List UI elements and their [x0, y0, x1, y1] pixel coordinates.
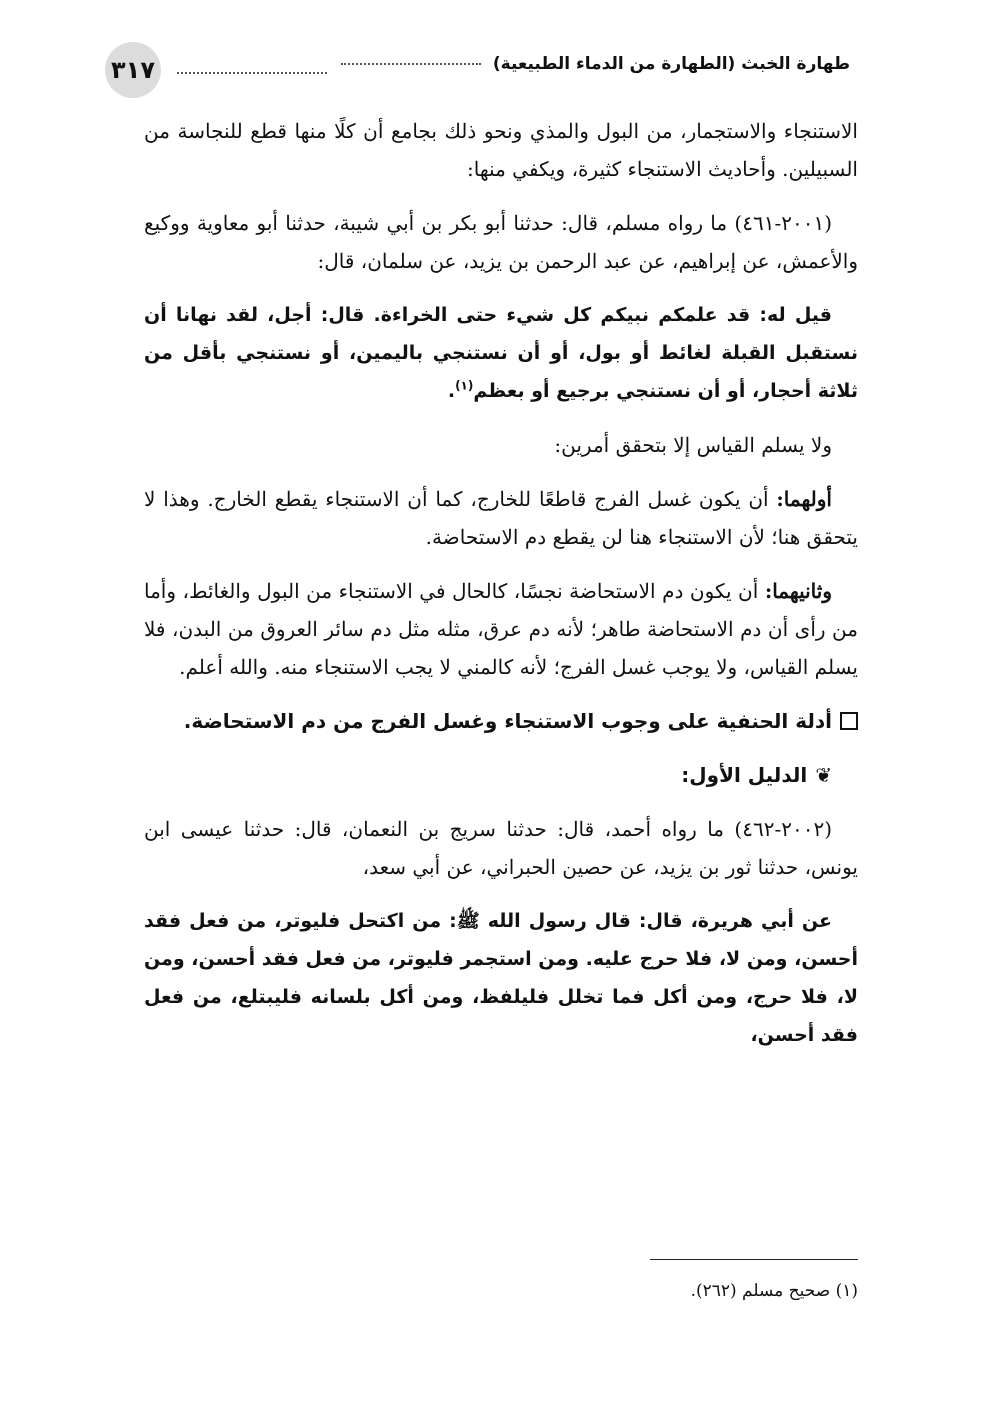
paragraph-4: ولا يسلم القياس إلا بتحقق أمرين: [554, 433, 832, 457]
paragraph-2-hadith-chain: (٢٠٠١-٤٦١) ما رواه مسلم، قال: حدثنا أبو بكر بن أبي شيبة، حدثنا أبو معاوية ووكيع والأعمش، عن إبراهيم، عن عبد الرحمن بن يزيد، عن سلمان، قال: [144, 211, 858, 273]
page-header [105, 42, 850, 98]
section-heading-text: أدلة الحنفية على وجوب الاستنجاء وغسل الفرج من دم الاستحاضة. [183, 709, 832, 733]
header-dotted-leader [177, 72, 327, 74]
hadith-text: قيل له: قد علمكم نبيكم كل شيء حتى الخراءة. قال: أجل، لقد نهانا أن نستقبل القبلة لغائط أو بول، أو أن نستنجي باليمين، أو نستنجي بأقل من ثلاثة أحجار، أو أن نستنجي برجيع أو بعظم [144, 304, 858, 402]
main-text [144, 112, 858, 1070]
paragraph-7-hadith-chain: (٢٠٠٢-٤٦٢) ما رواه أحمد، قال: حدثنا سريج بن النعمان، قال: حدثنا عيسى ابن يونس، حدثنا ثور بن يزيد، عن حصين الحبراني، عن أبي سعد، [144, 817, 858, 879]
footnote: (١) صحيح مسلم (٢٦٢). [690, 1281, 858, 1301]
paragraph-8-hadith-text: عن أبي هريرة، قال: قال رسول الله ﷺ: من اكتحل فليوتر، من فعل فقد أحسن، ومن لا، فلا حرج عليه. ومن استجمر فليوتر، من فعل فقد أحسن، ومن لا، فلا حرج، ومن أكل فما تخلل فليلفظ، ومن أكل بلسانه فليبتلع، من فعل فقد أحسن، [144, 910, 858, 1046]
paragraph-6-body: أن يكون دم الاستحاضة نجسًا، كالحال في الاستنجاء من البول والغائط، وأما من رأى أن دم الاستحاضة طاهر؛ لأنه دم عرق، مثله مثل دم سائر العروق من البدن، فلا يسلم القياس، ولا يوجب غسل الفرج؛ لأنه كالمني لا يجب الاستنجاء منه. والله أعلم. [144, 579, 858, 679]
paragraph-6 [144, 572, 858, 686]
footnote-separator [650, 1259, 858, 1260]
hadith-end: . [447, 380, 456, 402]
running-title [341, 54, 850, 74]
leaf-ornament-icon: ❦ [815, 763, 832, 787]
subsection-heading-text: الدليل الأول: [681, 763, 808, 787]
paragraph-3-hadith-text [144, 296, 858, 410]
page-number: ٣١٧ [105, 42, 161, 98]
paragraph-5-body: أن يكون غسل الفرج قاطعًا للخارج، كما أن الاستنجاء يقطع الخارج. وهذا لا يتحقق هنا؛ لأن الاستنجاء هنا لن يقطع دم الاستحاضة. [144, 487, 858, 549]
paragraph-1: الاستنجاء والاستجمار، من البول والمذي ونحو ذلك بجامع أن كلًا منها قطع للنجاسة من السبيلين. وأحاديث الاستنجاء كثيرة، ويكفي منها: [144, 119, 858, 181]
subsection-heading [144, 756, 858, 794]
footnote-ref[interactable]: (١) [455, 378, 474, 393]
paragraph-6-lead: وثانيهما: [764, 579, 832, 603]
running-title-text: طهارة الخبث (الطهارة من الدماء الطبيعية) [492, 54, 850, 74]
paragraph-5-lead: أولهما: [776, 487, 832, 511]
section-heading [144, 702, 858, 740]
checkbox-square-icon [840, 712, 858, 730]
running-title-leader [341, 63, 481, 65]
paragraph-5 [144, 480, 858, 556]
